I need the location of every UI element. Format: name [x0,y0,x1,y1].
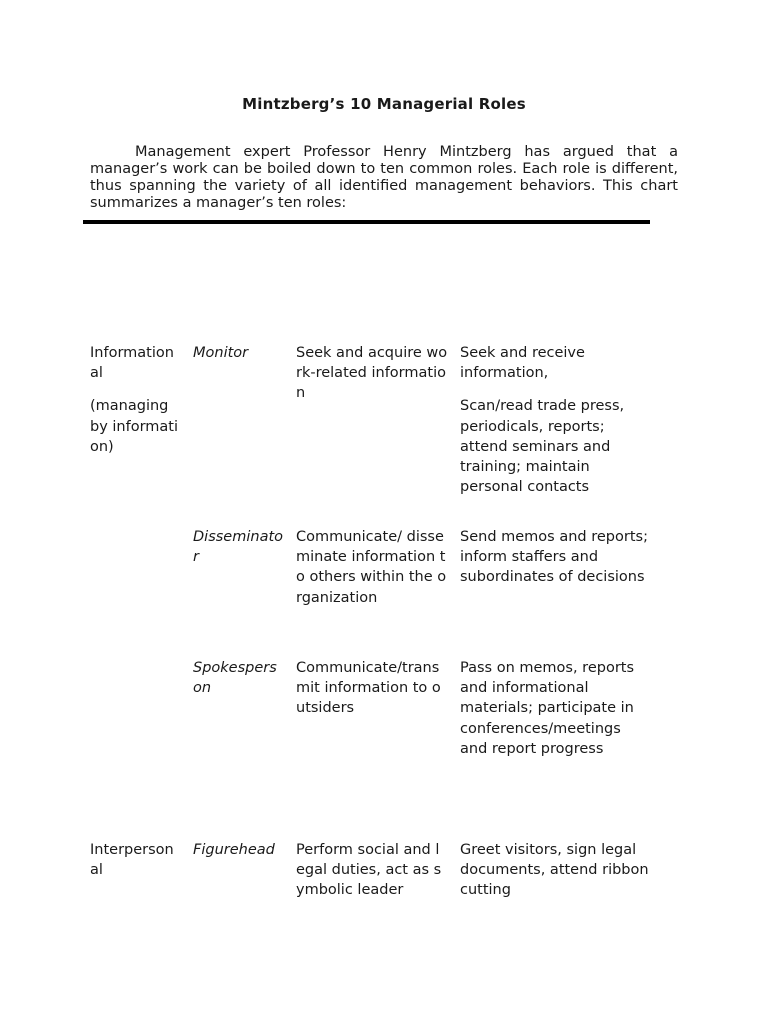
intro-paragraph: Management expert Professor Henry Mintzberg has argued that a manager’s work can be boiled down to ten common roles. Each role is different, thus spanning the variety of all identified management behaviors. This chart summarizes a manager’s ten roles: [90,144,678,211]
role-cell: Monitor [193,345,249,361]
horizontal-rule [83,220,650,224]
category-label: Informational [90,345,174,382]
document-title: Mintzberg’s 10 Managerial Roles [242,95,526,113]
examples-cell: Send memos and reports; inform staffers and subordinates of decisions [460,529,648,586]
category-cell: Interpersonal [90,842,174,879]
description-cell: Perform social and legal duties, act as symbolic leader [296,842,442,899]
examples-text: Scan/read trade press, periodicals, reports; attend seminars and training; maintain personal contacts [460,398,625,496]
description-cell: Communicate/transmit information to outsiders [296,660,441,717]
description-cell: Seek and acquire work-related information [296,345,448,402]
role-cell: Figurehead [193,842,275,858]
examples-cell: Pass on memos, reports and informational materials; participate in conferences/meetings and report progress [460,660,635,757]
examples-text: Seek and receive information, [460,345,585,382]
role-cell: Spokesperson [193,660,277,697]
role-cell: Disseminator [193,529,284,566]
examples-cell: Greet visitors, sign legal documents, attend ribbon cutting [460,842,649,899]
category-note: (managing by information) [90,398,179,455]
category-cell [90,343,182,457]
description-cell: Communicate/ disseminate information to others within the organization [296,529,447,606]
examples-cell [460,343,650,497]
